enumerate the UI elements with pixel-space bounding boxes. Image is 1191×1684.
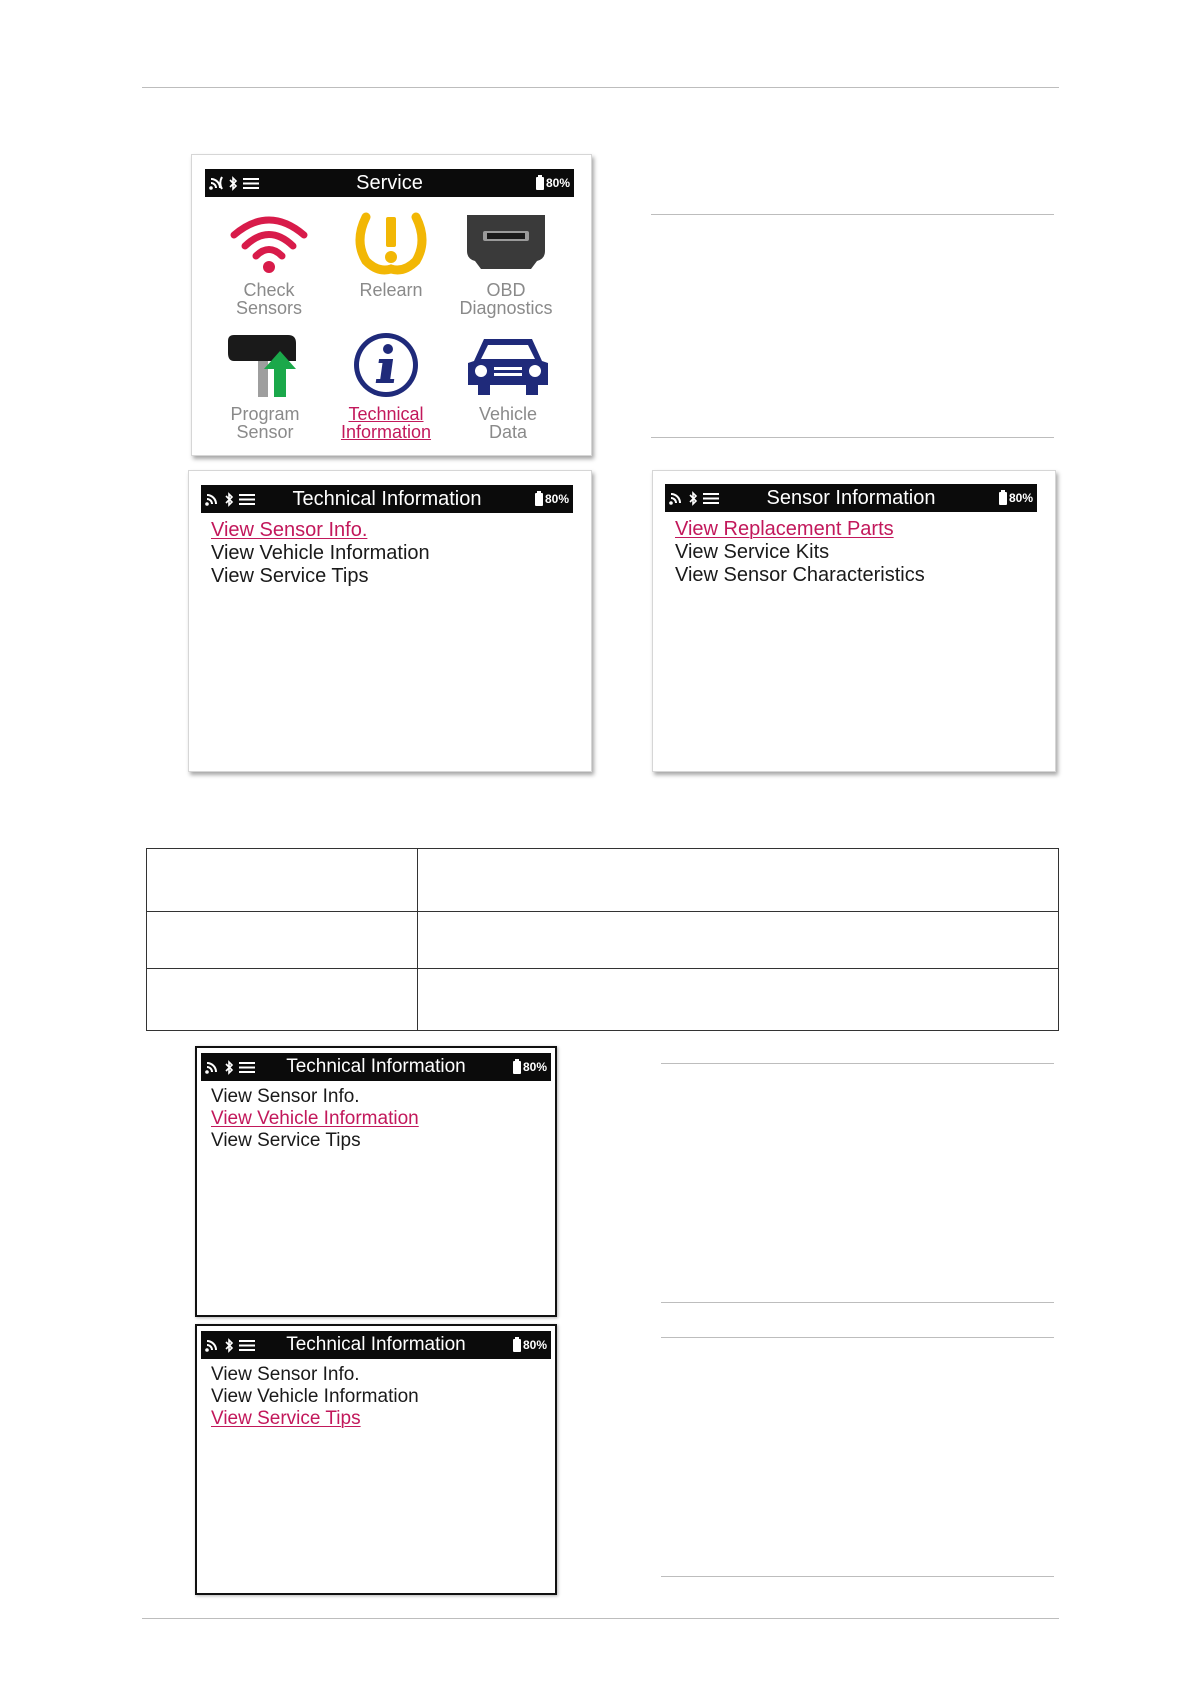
menu-item-view-sensor-characteristics[interactable]: View Sensor Characteristics — [675, 564, 925, 586]
technical-information-screen-2 — [195, 1046, 557, 1317]
tile-vehicle-data[interactable] — [453, 331, 563, 440]
technical-information-screen-3 — [195, 1324, 557, 1595]
rule-right-1 — [651, 214, 1054, 215]
battery-icon — [535, 493, 543, 506]
wifi-signal-icon — [226, 211, 312, 275]
menu-list — [211, 1364, 419, 1430]
rule-right-5 — [661, 1337, 1054, 1338]
battery-icon — [513, 1061, 521, 1074]
rule-right-4 — [661, 1302, 1054, 1303]
battery-icon — [536, 177, 544, 190]
battery-icon — [999, 492, 1007, 505]
tile-program-sensor[interactable] — [210, 331, 320, 440]
tile-label: Check — [243, 280, 295, 300]
status-bar — [201, 1331, 551, 1359]
tpms-warning-icon — [348, 211, 434, 275]
tile-label: Vehicle — [478, 404, 538, 424]
menu-item-view-service-tips[interactable]: View Service Tips — [211, 1130, 361, 1151]
menu-item-view-service-tips[interactable]: View Service Tips — [211, 565, 369, 587]
battery-level: 80% — [522, 1060, 547, 1074]
tile-obd-diagnostics[interactable] — [451, 211, 561, 316]
menu-item-view-vehicle-information[interactable]: View Vehicle Information — [211, 1386, 419, 1407]
status-bar — [205, 169, 574, 197]
screen-title: Technical Information — [286, 1056, 466, 1077]
battery-indicator — [535, 485, 569, 513]
battery-indicator — [513, 1053, 547, 1081]
info-icon — [348, 331, 424, 399]
battery-level: 80% — [1008, 491, 1033, 505]
battery-level: 80% — [544, 492, 569, 506]
menu-item-view-sensor-info[interactable]: View Sensor Info. — [211, 1086, 360, 1107]
menu-item-view-service-tips[interactable]: View Service Tips — [211, 1408, 361, 1429]
menu-item-view-replacement-parts[interactable]: View Replacement Parts — [675, 518, 894, 540]
footer-rule — [142, 1618, 1059, 1619]
tile-label: Information — [340, 422, 432, 442]
tile-label: Diagnostics — [459, 298, 553, 318]
status-bar — [665, 484, 1037, 512]
menu-item-view-vehicle-information[interactable]: View Vehicle Information — [211, 542, 430, 564]
program-sensor-icon — [222, 331, 308, 399]
battery-icon — [513, 1339, 521, 1352]
tile-check-sensors[interactable] — [214, 211, 324, 316]
service-screen — [191, 154, 592, 456]
tile-technical-information[interactable] — [331, 331, 441, 440]
tile-label: Relearn — [359, 280, 423, 300]
menu-item-view-sensor-info[interactable]: View Sensor Info. — [211, 519, 368, 541]
rule-right-2 — [651, 437, 1054, 438]
menu-item-view-sensor-info[interactable]: View Sensor Info. — [211, 1364, 360, 1385]
menu-list — [675, 518, 925, 587]
sensor-information-screen — [652, 470, 1056, 772]
table-row — [147, 969, 1059, 1031]
status-bar — [201, 485, 573, 513]
tile-label: OBD — [486, 280, 526, 300]
menu-item-view-vehicle-information[interactable]: View Vehicle Information — [211, 1108, 419, 1129]
screen-title: Technical Information — [286, 1334, 466, 1355]
header-rule — [142, 87, 1059, 88]
rule-right-3 — [661, 1063, 1054, 1064]
tile-label: Sensor — [236, 422, 294, 442]
info-table — [146, 848, 1059, 1031]
tile-label: Sensors — [235, 298, 303, 318]
table-cell — [147, 912, 418, 969]
technical-information-screen-1 — [188, 470, 592, 772]
table-row — [147, 912, 1059, 969]
menu-list — [211, 1086, 419, 1152]
screen-title: Technical Information — [292, 488, 482, 510]
table-cell — [418, 912, 1059, 969]
menu-item-view-service-kits[interactable]: View Service Kits — [675, 541, 830, 563]
table-cell — [418, 969, 1059, 1031]
table-cell — [147, 969, 418, 1031]
battery-level: 80% — [522, 1338, 547, 1352]
screen-title: Service — [356, 172, 423, 194]
table-row — [147, 849, 1059, 912]
tile-relearn[interactable] — [336, 211, 446, 300]
tile-label: Data — [488, 422, 528, 442]
table-cell — [418, 849, 1059, 912]
status-bar — [201, 1053, 551, 1081]
battery-indicator — [536, 169, 570, 197]
battery-indicator — [513, 1331, 547, 1359]
screen-title: Sensor Information — [766, 487, 936, 509]
tile-label: Technical — [348, 404, 424, 424]
tile-label: Program — [230, 404, 300, 424]
rule-right-6 — [661, 1576, 1054, 1577]
obd-connector-icon — [461, 211, 551, 275]
battery-level: 80% — [545, 176, 570, 190]
table-cell — [147, 849, 418, 912]
battery-indicator — [999, 484, 1033, 512]
menu-list — [211, 519, 430, 588]
car-icon — [464, 331, 552, 399]
